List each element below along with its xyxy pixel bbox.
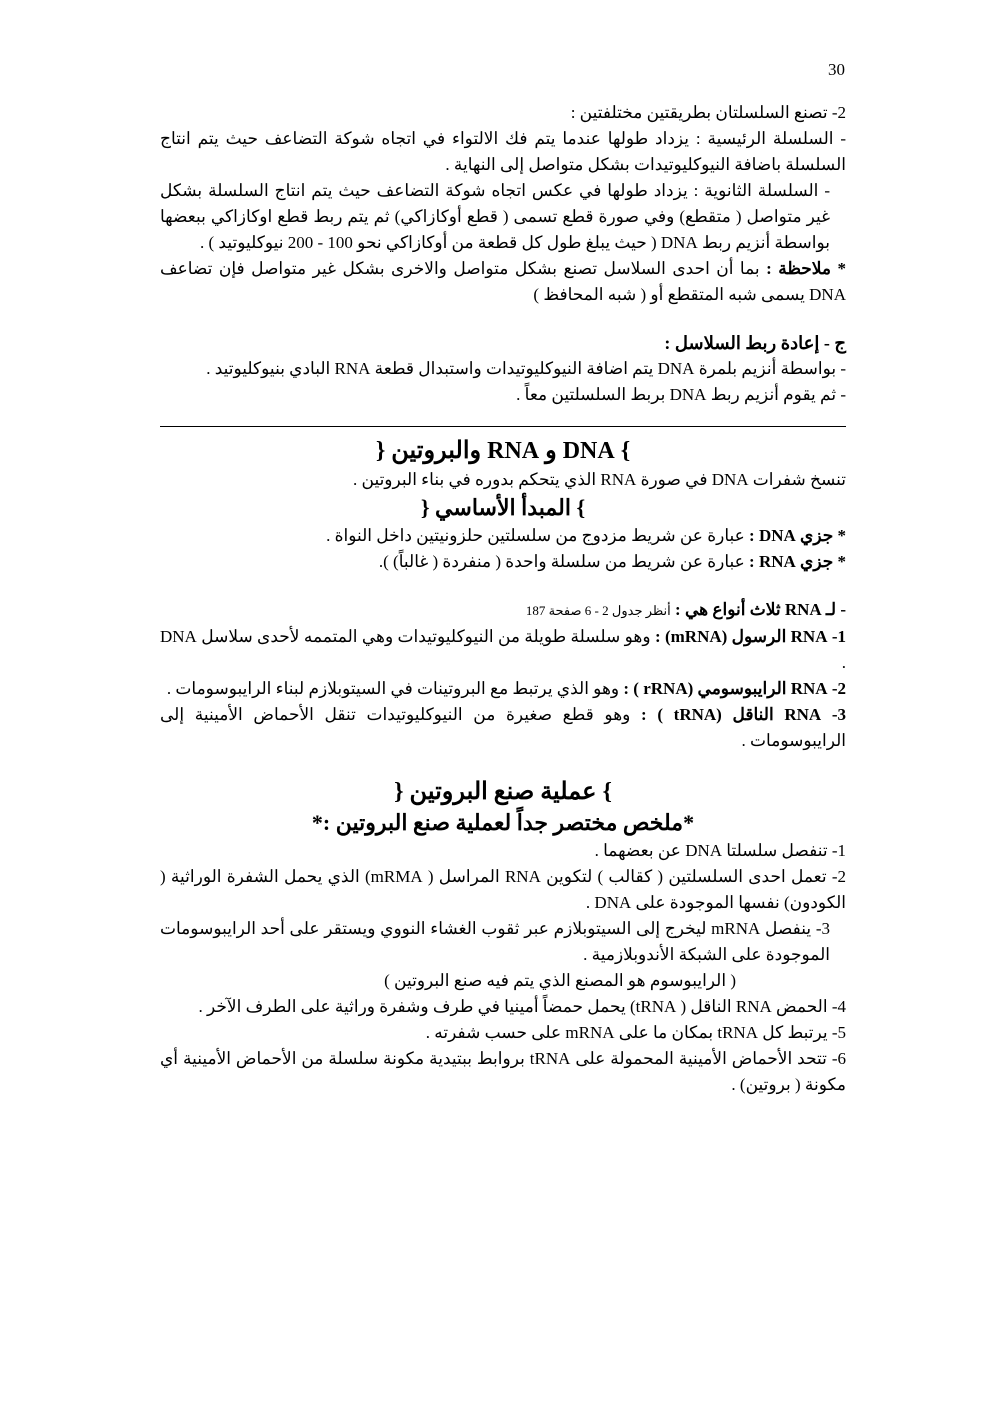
trna-label: 3- RNA الناقل (tRNA ) : [641,705,846,724]
synthesis-step-5: 5- يرتبط كل tRNA بمكان ما على mRNA على حسب شفرته . [425,1023,846,1042]
note-text: بما أن احدى السلاسل تصنع بشكل متواصل والاخرى بشكل غير متواصل فإن تضاعف DNA يسمى شبه المتقطع أو ( شبه المحافظ ) [160,259,846,304]
spacer [160,754,846,776]
rna-molecule-text: عبارة عن شريط من سلسلة واحدة ( منفردة ( غالباً) ). [378,552,745,571]
paragraph-lagging-strand: - السلسلة الثانوية : يزداد طولها في عكس اتجاه شوكة التضاعف حيث يتم انتاج السلسلة بشكل غير متواصل ( متقطع) وفي صورة قطع تسمى ( قطع أوكازاكي) ثم يتم ربط قطع اوكازاكي ببعضها بواسطة أنزيم ربط DNA ( حيث يبلغ طول كل قطعة من أوكازاكي نحو 100 - 200 نيوكليوتيد ) . [160,181,830,252]
rna-types-reference: أنظر جدول 2 - 6 صفحة 187 [525,603,671,618]
dna-rna-protein-title: } DNA و RNA والبروتين { [375,438,631,464]
religation-heading: ج - إعادة ربط السلاسل : [664,333,846,353]
rrna-label: 2- RNA الرايبوسومي (rRNA ) : [623,679,846,698]
synthesis-step-1: 1- تنفصل سلسلتا DNA عن بعضهما . [594,841,846,860]
dna-molecule-label: * جزي DNA : [749,526,846,545]
transcription-intro: تنسخ شفرات DNA في صورة RNA الذي يتحكم بدوره في بناء البروتين . [353,470,846,489]
page-number: 30 [828,60,845,79]
spacer [160,575,846,597]
rna-types-intro [160,597,846,624]
section-divider [160,426,846,427]
protein-synthesis-subtitle: *ملخص مختصر جداً لعملية صنع البروتين :* [311,810,695,835]
dna-molecule-text: عبارة عن شريط مزدوج من سلسلتين حلزونيتين داخل النواة . [326,526,745,545]
rna-molecule-label: * جزي RNA : [749,552,846,571]
synthesis-step-2: 2- تعمل احدى السلسلتين ( كقالب ) لتكوين RNA المراسل ( mRMA) الذي يحمل الشفرة الوراثية ( الكودون) نفسها الموجودة على DNA . [160,867,846,912]
note-paragraph [160,256,846,308]
note-label: * ملاحظة : [766,259,846,278]
rrna-item [160,676,846,702]
religation-line-2: - ثم يقوم أنزيم ربط DNA بربط السلسلتين معاً . [516,385,846,404]
mrna-text: وهو سلسلة طويلة من النيوكليوتيدات وهي المتممه لأحدى سلاسل DNA . [160,627,846,672]
ribosome-note: ( الرايبوسوم هو المصنع الذي يتم فيه صنع البروتين ) [384,971,736,990]
central-dogma-subtitle: } المبدأ الأساسي { [420,495,586,520]
document-body [160,100,846,1098]
religation-line-1: - بواسطة أنزيم بلمرة DNA يتم اضافة النيوكليوتيدات واستبدال قطعة RNA البادي بنيوكليوتيد . [206,359,846,378]
protein-synthesis-title: } عملية صنع البروتين { [394,779,612,805]
synthesis-step-4: 4- الحمض RNA الناقل ( tRNA) يحمل حمضاً أمينيا في طرف وشفرة وراثية على الطرف الآخر . [198,997,846,1016]
synthesis-step-3: 3- ينفصل mRNA ليخرج إلى السيتوبلازم عبر ثقوب الغشاء النووي ويستقر على أحد الرايبوسومات الموجودة على الشبكة الأندوبلازمية . [160,919,830,964]
rna-molecule-definition [160,549,846,575]
trna-item [160,702,846,754]
trna-text: وهو قطع صغيرة من النيوكليوتيدات تنقل الأحماض الأمينية إلى الرايبوسومات . [160,705,846,750]
rrna-text: وهو الذي يرتبط مع البروتينات في السيتوبلازم لبناء الرايبوسومات . [166,679,620,698]
paragraph-strands-intro: 2- تصنع السلسلتان بطريقتين مختلفتين : [570,103,846,122]
paragraph-leading-strand: - السلسلة الرئيسية : يزداد طولها عندما يتم فك الالتواء في اتجاه شوكة التضاعف حيث يتم انتاج السلسلة باضافة النيوكليوتيدات بشكل متواصل إلى النهاية . [160,129,846,174]
dna-molecule-definition [160,523,846,549]
mrna-label: 1- RNA الرسول (mRNA) : [654,627,847,646]
mrna-item [160,624,846,676]
rna-types-label: - لـ RNA ثلاث أنواع هي : [675,600,846,619]
synthesis-step-6: 6- تتحد الأحماض الأمينية المحمولة على tRNA بروابط ببتيدية مكونة سلسلة من الأحماض الأمينية أي مكونة ( بروتين) . [160,1049,846,1094]
